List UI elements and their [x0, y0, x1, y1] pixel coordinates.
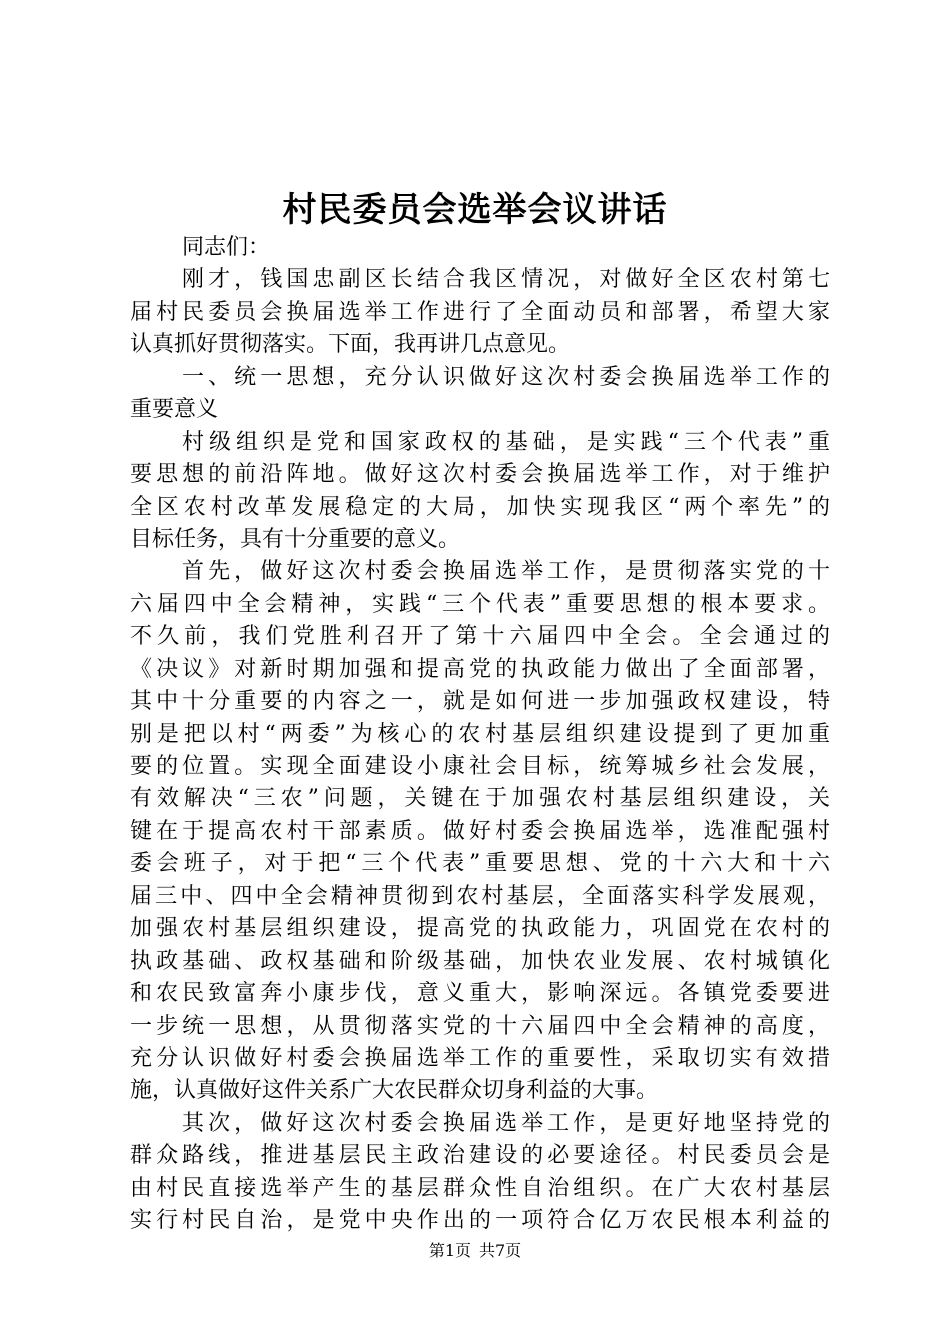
- body-line: 加强农村基层组织建设，提高党的执政能力，巩固党在农村的: [130, 916, 830, 942]
- body-line: 认真抓好贯彻落实。下面，我再讲几点意见。: [130, 332, 571, 358]
- body-line: 要的位置。实现全面建设小康社会目标，统筹城乡社会发展，: [130, 754, 830, 779]
- body-line: 届三中、四中全会精神贯彻到农村基层，全面落实科学发展观，: [130, 883, 830, 909]
- body-line: 有效解决“三农”问题，关键在于加强农村基层组织建设，关: [130, 786, 830, 812]
- body-line: 要思想的前沿阵地。做好这次村委会换届选举工作，对于维护: [130, 462, 830, 488]
- body-line: 全区农村改革发展稳定的大局，加快实现我区“两个率先”的: [130, 494, 830, 520]
- document-title: 村民委员会选举会议讲话: [282, 190, 668, 230]
- body-line: 执政基础、政权基础和阶级基础，加快农业发展、农村城镇化: [130, 948, 830, 974]
- body-line: 群众路线，推进基层民主政治建设的必要途径。村民委员会是: [130, 1143, 830, 1169]
- page-number: 第1页: [428, 1241, 471, 1260]
- page-footer: [0, 1240, 950, 1262]
- section-heading-line: 重要意义: [130, 397, 219, 423]
- body-line: 首先，做好这次村委会换届选举工作，是贯彻落实党的十: [182, 559, 830, 585]
- body-line: 其中十分重要的内容之一，就是如何进一步加强政权建设，特: [130, 689, 830, 715]
- body-line: 一步统一思想，从贯彻落实党的十六届四中全会精神的高度，: [130, 1013, 830, 1039]
- body-line: 委会班子，对于把“三个代表”重要思想、党的十六大和十六: [130, 851, 830, 877]
- body-line: 村级组织是党和国家政权的基础，是实践“三个代表”重: [182, 429, 830, 455]
- body-line: 其次，做好这次村委会换届选举工作，是更好地坚持党的: [182, 1110, 830, 1136]
- body-line: 键在于提高农村干部素质。做好村委会换届选举，选准配强村: [130, 818, 830, 844]
- body-line: 别是把以村“两委”为核心的农村基层组织建设提到了更加重: [130, 721, 830, 747]
- page-total: 共7页: [479, 1241, 522, 1260]
- body-line: 施，认真做好这件关系广大农民群众切身利益的大事。: [130, 1078, 659, 1104]
- section-heading-line: 一、统一思想，充分认识做好这次村委会换届选举工作的: [182, 364, 830, 390]
- salutation-line: 同志们：: [182, 235, 271, 260]
- document-body: [130, 232, 830, 1238]
- body-line: 刚才，钱国忠副区长结合我区情况，对做好全区农村第七: [182, 267, 830, 293]
- body-line: 六届四中全会精神，实践“三个代表”重要思想的根本要求。: [130, 591, 830, 617]
- body-line: 届村民委员会换届选举工作进行了全面动员和部署，希望大家: [130, 299, 830, 325]
- body-line: 不久前，我们党胜利召开了第十六届四中全会。全会通过的: [130, 624, 830, 650]
- body-line: 实行村民自治，是党中央作出的一项符合亿万农民根本利益的: [130, 1208, 830, 1234]
- body-line: 由村民直接选举产生的基层群众性自治组织。在广大农村基层: [130, 1175, 830, 1201]
- body-line: 《决议》对新时期加强和提高党的执政能力做出了全面部署，: [130, 656, 830, 682]
- body-line: 充分认识做好村委会换届选举工作的重要性，采取切实有效措: [130, 1045, 830, 1071]
- body-line: 目标任务，具有十分重要的意义。: [130, 526, 461, 552]
- body-line: 和农民致富奔小康步伐，意义重大，影响深远。各镇党委要进: [130, 981, 830, 1007]
